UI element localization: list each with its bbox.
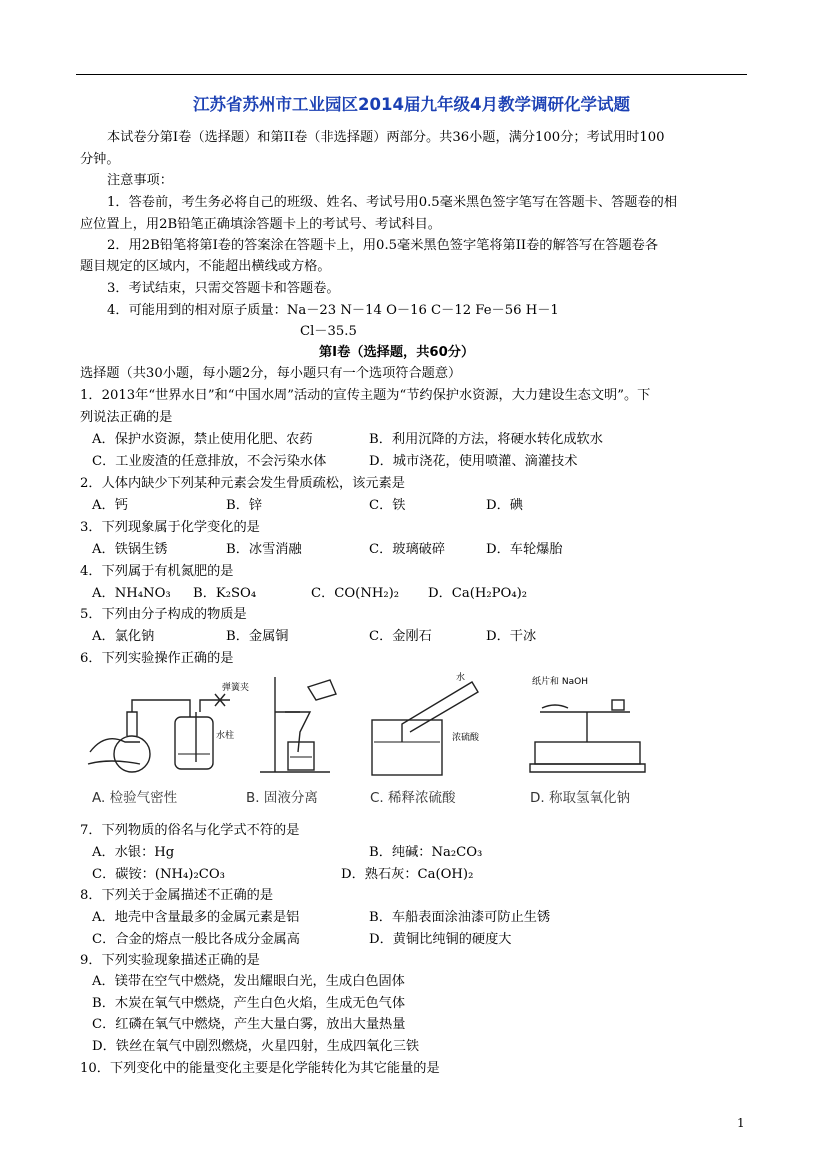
airtightness-apparatus	[88, 694, 230, 772]
option-b: B．K₂SO₄	[193, 586, 257, 601]
option-b: B．冰雪消融	[226, 542, 302, 557]
balance-apparatus	[530, 700, 645, 772]
label-conc-acid: 浓硫酸	[452, 733, 480, 743]
option-a: A．铁锅生锈	[92, 542, 168, 557]
option-d: D．干冰	[486, 629, 537, 644]
note-line: 1．答卷前，考生务必将自己的班级、姓名、考试号用0.5毫米黑色签字笔写在答题卡、答题卷的相	[107, 195, 678, 210]
option-a: A．NH₄NO₃	[92, 586, 171, 601]
note-line: 2．用2B铅笔将第Ⅰ卷的答案涂在答题卡上，用0.5毫米黑色签字笔将第II卷的解答写在答题卷各	[107, 238, 659, 253]
dilution-apparatus	[372, 682, 478, 775]
question-stem: 9．下列实验现象描述正确的是	[80, 953, 260, 968]
question-stem: 8．下列关于金属描述不正确的是	[80, 888, 274, 903]
option-c: C．CO(NH₂)₂	[311, 586, 400, 601]
page-title: 江苏省苏州市工业园区2014届九年级4月教学调研化学试题	[193, 95, 630, 114]
experiment-illustrations	[80, 672, 740, 782]
figure-caption-c: C. 稀释浓硫酸	[370, 790, 456, 806]
section-desc: 选择题（共30小题，每小题2分，每小题只有一个选项符合题意）	[80, 366, 462, 381]
figure-caption-a: A. 检验气密性	[92, 790, 178, 806]
question-stem: 4．下列属于有机氮肥的是	[80, 564, 234, 579]
figure-caption-d: D. 称取氢氧化钠	[530, 790, 630, 806]
option-c: C．红磷在氧气中燃烧，产生大量白雾，放出大量热量	[92, 1017, 406, 1032]
question-stem: 5．下列由分子构成的物质是	[80, 607, 247, 622]
option-d: D．铁丝在氧气中剧烈燃烧，火星四射，生成四氧化三铁	[92, 1039, 420, 1054]
option-b: B．纯碱：Na₂CO₃	[369, 845, 483, 860]
option-d: D．碘	[486, 498, 523, 513]
option-d: D．Ca(H₂PO₄)₂	[428, 586, 528, 601]
option-c: C．金刚石	[369, 629, 432, 644]
question-stem: 1．2013年“世界水日”和“中国水周”活动的宣传主题为“节约保护水资源，大力建设生态文明”。下	[80, 388, 651, 403]
notes-heading: 注意事项：	[107, 173, 173, 188]
option-a: A．镁带在空气中燃烧，发出耀眼白光，生成白色固体	[92, 974, 405, 989]
label-paper-naoh: 纸片和 NaOH	[532, 677, 588, 687]
option-c: C．铁	[369, 498, 406, 513]
filtration-apparatus	[260, 677, 336, 772]
intro-line-1: 本试卷分第Ⅰ卷（选择题）和第II卷（非选择题）两部分。共36小题，满分100分；考试用时100	[107, 130, 665, 145]
option-d: D．黄铜比纯铜的硬度大	[369, 932, 512, 947]
option-a: A．保护水资源，禁止使用化肥、农药	[92, 432, 313, 447]
note-line: 4．可能用到的相对原子质量：Na－23 N－14 O－16 C－12 Fe－56 H－1	[107, 303, 559, 318]
option-c: C．工业废渣的任意排放，不会污染水体	[92, 454, 327, 469]
question-stem: 6．下列实验操作正确的是	[80, 651, 234, 666]
note-line: 题目规定的区域内，不能超出横线或方格。	[80, 259, 331, 274]
question-stem: 3．下列现象属于化学变化的是	[80, 520, 260, 535]
question-stem: 7．下列物质的俗名与化学式不符的是	[80, 823, 300, 838]
option-b: B．金属铜	[226, 629, 289, 644]
header-rule	[76, 74, 747, 75]
option-a: A．水银：Hg	[92, 845, 175, 860]
option-a: A．地壳中含量最多的金属元素是铝	[92, 910, 300, 925]
option-c: C．碳铵：(NH₄)₂CO₃	[92, 867, 225, 882]
option-a: A．氯化钠	[92, 629, 155, 644]
option-b: B．锌	[226, 498, 263, 513]
question-stem: 列说法正确的是	[80, 410, 173, 425]
intro-line-2: 分钟。	[80, 152, 120, 167]
option-b: B．木炭在氧气中燃烧，产生白色火焰，生成无色气体	[92, 996, 406, 1011]
option-d: D．熟石灰：Ca(OH)₂	[341, 867, 474, 882]
option-a: A．钙	[92, 498, 128, 513]
question-stem: 2．人体内缺少下列某种元素会发生骨质疏松，该元素是	[80, 476, 405, 491]
label-clamp: 弹簧夹	[222, 683, 250, 693]
label-water: 水	[456, 673, 466, 683]
option-d: D．车轮爆胎	[486, 542, 563, 557]
note-line: Cl－35.5	[300, 324, 357, 339]
note-line: 3．考试结束，只需交答题卡和答题卷。	[107, 281, 340, 296]
note-line: 应位置上，用2B铅笔正确填涂答题卡上的考试号、考试科目。	[80, 217, 441, 232]
option-d: D．城市浇花，使用喷灌、滴灌技术	[369, 454, 578, 469]
label-water-column: 水柱	[216, 731, 235, 741]
option-c: C．合金的熔点一般比各成分金属高	[92, 932, 300, 947]
section-title: 第Ⅰ卷（选择题，共60分）	[319, 345, 475, 360]
option-b: B．利用沉降的方法，将硬水转化成软水	[369, 432, 603, 447]
figure-caption-b: B. 固液分离	[246, 790, 318, 806]
question-stem: 10．下列变化中的能量变化主要是化学能转化为其它能量的是	[80, 1061, 440, 1076]
page-number: 1	[737, 1116, 745, 1130]
option-c: C．玻璃破碎	[369, 542, 446, 557]
option-b: B．车船表面涂油漆可防止生锈	[369, 910, 551, 925]
